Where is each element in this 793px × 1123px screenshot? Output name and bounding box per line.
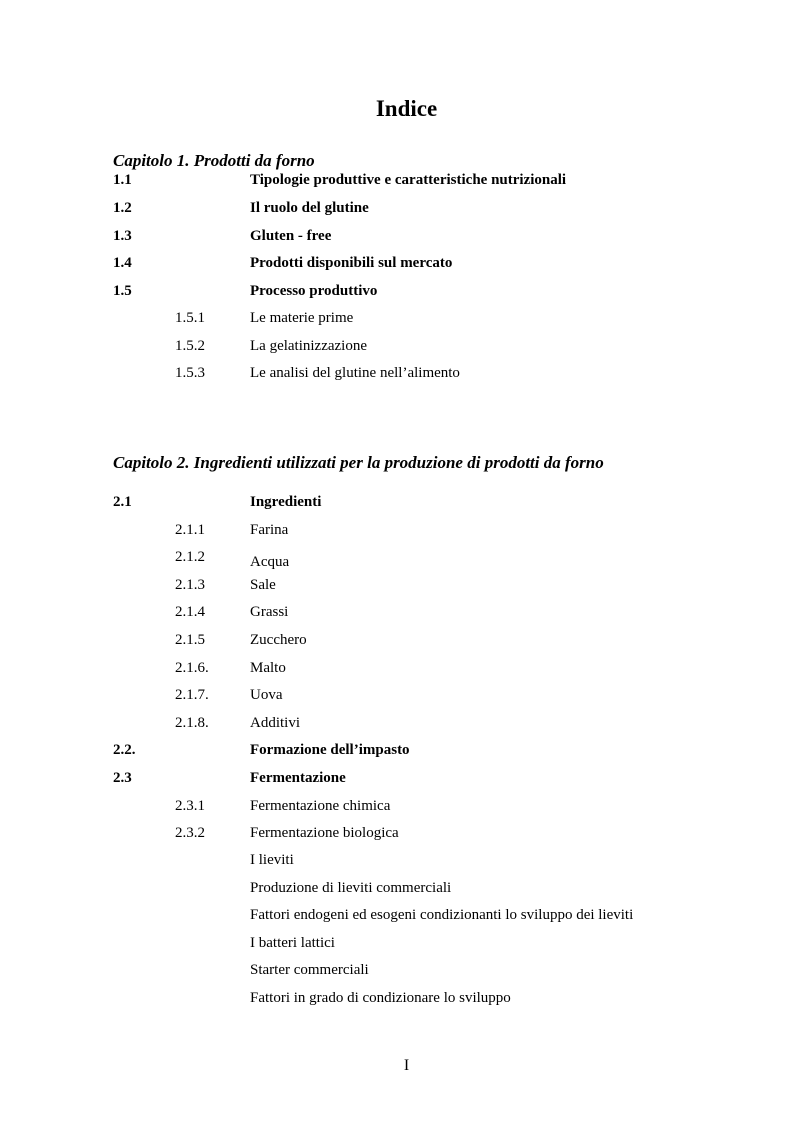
toc-subsection bbox=[0, 880, 793, 900]
chapter-2-heading: Capitolo 2. Ingredienti utilizzati per la produzione di prodotti da forno bbox=[113, 453, 604, 472]
toc-entry-label: Processo produttivo bbox=[250, 283, 378, 299]
toc-entry-number: 2.1.3 bbox=[175, 577, 205, 593]
toc-subsection bbox=[0, 990, 793, 1010]
toc-entry-label: Uova bbox=[250, 687, 283, 703]
toc-subentry bbox=[0, 310, 793, 330]
toc-entry-number: 2.1.4 bbox=[175, 604, 205, 620]
toc-subentry bbox=[0, 604, 793, 624]
toc-entry-label: Fermentazione biologica bbox=[250, 825, 399, 841]
toc-entry-label: Farina bbox=[250, 522, 289, 538]
toc-entry-number: 2.1.6. bbox=[175, 660, 209, 676]
toc-entry-number: 2.1.7. bbox=[175, 687, 209, 703]
toc-entry-number: 1.2 bbox=[113, 200, 132, 216]
toc-entry-label: I batteri lattici bbox=[250, 935, 335, 951]
toc-entry-label: Zucchero bbox=[250, 632, 307, 648]
toc-entry-number: 2.1.8. bbox=[175, 715, 209, 731]
toc-entry-label: Formazione dell’impasto bbox=[250, 742, 410, 758]
toc-entry-label: I lieviti bbox=[250, 852, 294, 868]
toc-entry-label: Fermentazione bbox=[250, 770, 346, 786]
toc-subentry bbox=[0, 660, 793, 680]
toc-entry-number: 1.5.3 bbox=[175, 365, 205, 381]
toc-entry-label: Starter commerciali bbox=[250, 962, 369, 978]
toc-subentry bbox=[0, 577, 793, 597]
toc-subsection bbox=[0, 852, 793, 872]
toc-subsection bbox=[0, 935, 793, 955]
toc-subsection bbox=[0, 962, 793, 982]
toc-entry-label: Le analisi del glutine nell’alimento bbox=[250, 365, 460, 381]
toc-entry-number: 2.2. bbox=[113, 742, 136, 758]
toc-entry-label: Fermentazione chimica bbox=[250, 798, 391, 814]
toc-entry-label: Grassi bbox=[250, 604, 289, 620]
toc-entry-label: Sale bbox=[250, 577, 276, 593]
toc-entry bbox=[0, 494, 793, 514]
toc-subentry bbox=[0, 825, 793, 845]
toc-entry-label: Il ruolo del glutine bbox=[250, 200, 369, 216]
toc-subentry bbox=[0, 687, 793, 707]
toc-entry bbox=[0, 770, 793, 790]
toc-entry bbox=[0, 172, 793, 192]
toc-subentry bbox=[0, 632, 793, 652]
toc-entry bbox=[0, 200, 793, 220]
toc-entry-label: Malto bbox=[250, 660, 286, 676]
toc-entry-number: 1.4 bbox=[113, 255, 132, 271]
toc-subentry bbox=[0, 338, 793, 358]
toc-subentry bbox=[0, 522, 793, 542]
toc-subentry bbox=[0, 549, 793, 569]
toc-entry-label: Tipologie produttive e caratteristiche nutrizionali bbox=[250, 172, 567, 188]
toc-entry-number: 2.1 bbox=[113, 494, 132, 510]
chapter-1-heading: Capitolo 1. Prodotti da forno bbox=[113, 151, 315, 170]
toc-entry-label: Le materie prime bbox=[250, 310, 354, 326]
toc-entry-label: Produzione di lieviti commerciali bbox=[250, 880, 452, 896]
toc-entry-label: Gluten - free bbox=[250, 228, 332, 244]
toc-entry-number: 2.1.2 bbox=[175, 549, 205, 565]
toc-entry bbox=[0, 283, 793, 303]
toc-entry-number: 2.1.5 bbox=[175, 632, 205, 648]
toc-entry-number: 2.1.1 bbox=[175, 522, 205, 538]
toc-entry-number: 2.3.1 bbox=[175, 798, 205, 814]
toc-entry-number: 1.5.2 bbox=[175, 338, 205, 354]
page-title: Indice bbox=[375, 96, 438, 121]
toc-entry-number: 1.1 bbox=[113, 172, 132, 188]
toc-entry-number: 2.3.2 bbox=[175, 825, 205, 841]
toc-entry bbox=[0, 742, 793, 762]
toc-entry-label: La gelatinizzazione bbox=[250, 338, 368, 354]
toc-entry-number: 1.5 bbox=[113, 283, 132, 299]
toc-entry-number: 2.3 bbox=[113, 770, 132, 786]
page-number: I bbox=[403, 1057, 410, 1074]
toc-subentry bbox=[0, 715, 793, 735]
toc-entry-label: Acqua bbox=[250, 554, 290, 570]
toc-entry-label: Ingredienti bbox=[250, 494, 322, 510]
toc-entry-number: 1.5.1 bbox=[175, 310, 205, 326]
toc-subsection bbox=[0, 907, 793, 927]
toc-entry-label: Additivi bbox=[250, 715, 301, 731]
toc-entry bbox=[0, 255, 793, 275]
toc-entry-label: Fattori in grado di condizionare lo sviluppo bbox=[250, 990, 511, 1006]
toc-entry-label: Fattori endogeni ed esogeni condizionanti lo sviluppo dei lieviti bbox=[250, 907, 634, 923]
toc-entry bbox=[0, 228, 793, 248]
toc-entry-number: 1.3 bbox=[113, 228, 132, 244]
toc-subentry bbox=[0, 365, 793, 385]
toc-entry-label: Prodotti disponibili sul mercato bbox=[250, 255, 453, 271]
toc-subentry bbox=[0, 798, 793, 818]
